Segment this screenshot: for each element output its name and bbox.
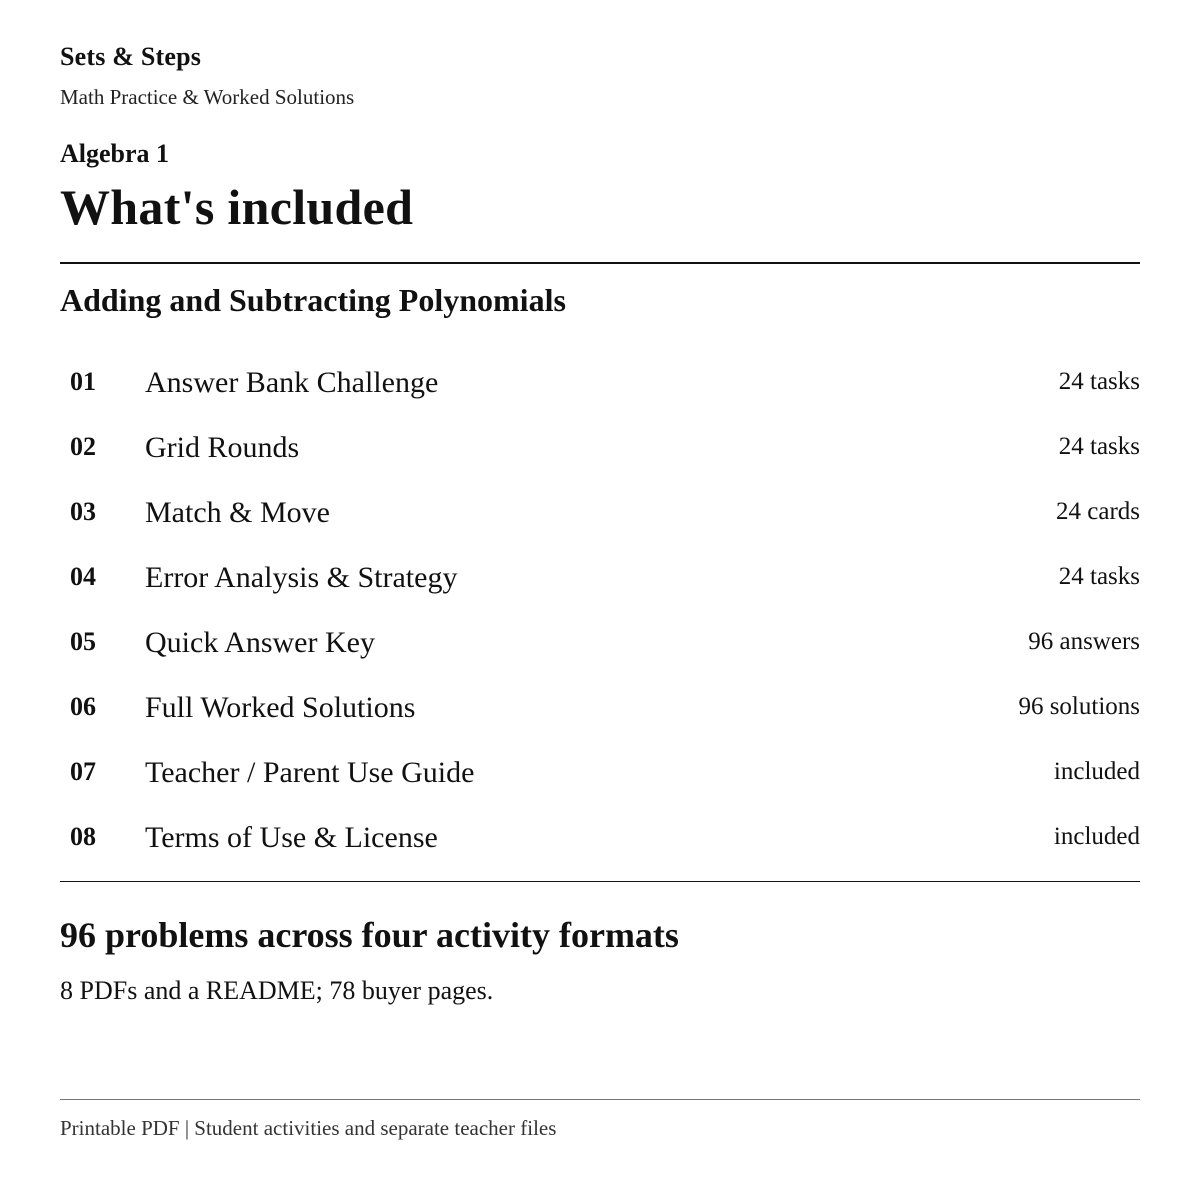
list-item <box>60 807 1140 872</box>
item-number: 01 <box>70 367 96 396</box>
item-count: included <box>1053 823 1140 850</box>
item-name: Grid Rounds <box>145 431 300 464</box>
footer-text: Printable PDF | Student activities and separate teacher files <box>60 1116 557 1140</box>
list-item <box>60 742 1140 807</box>
item-count: 96 solutions <box>1018 693 1140 720</box>
item-count: 24 tasks <box>1058 368 1140 395</box>
item-number: 05 <box>70 627 96 656</box>
item-number: 06 <box>70 692 96 721</box>
item-count: included <box>1053 758 1140 785</box>
item-number: 08 <box>70 822 96 851</box>
course-label: Algebra 1 <box>60 139 170 168</box>
brand-name: Sets & Steps <box>60 42 202 71</box>
contents-list <box>60 352 1140 872</box>
item-name: Terms of Use & License <box>145 821 438 854</box>
section-title: Adding and Subtracting Polynomials <box>60 282 566 318</box>
list-item <box>60 417 1140 482</box>
product-page <box>60 0 1140 1200</box>
item-name: Match & Move <box>145 496 330 529</box>
item-name: Teacher / Parent Use Guide <box>145 756 475 789</box>
brand-tagline: Math Practice & Worked Solutions <box>60 85 355 109</box>
item-count: 24 cards <box>1056 498 1140 525</box>
item-name: Answer Bank Challenge <box>145 366 439 399</box>
item-number: 03 <box>70 497 96 526</box>
list-item <box>60 352 1140 417</box>
item-number: 02 <box>70 432 96 461</box>
summary-title: 96 problems across four activity formats <box>60 915 679 955</box>
item-number: 07 <box>70 757 96 786</box>
item-count: 24 tasks <box>1058 433 1140 460</box>
list-item <box>60 547 1140 612</box>
item-name: Quick Answer Key <box>145 626 375 659</box>
summary-text: 8 PDFs and a README; 78 buyer pages. <box>60 976 494 1005</box>
list-item <box>60 612 1140 677</box>
item-count: 96 answers <box>1028 628 1140 655</box>
page-title: What's included <box>60 179 414 235</box>
list-item <box>60 677 1140 742</box>
header-divider <box>60 262 1140 264</box>
item-name: Full Worked Solutions <box>145 691 416 724</box>
item-name: Error Analysis & Strategy <box>145 561 458 594</box>
list-divider <box>60 881 1140 882</box>
list-item <box>60 482 1140 547</box>
item-number: 04 <box>70 562 96 591</box>
footer-divider <box>60 1099 1140 1100</box>
item-count: 24 tasks <box>1058 563 1140 590</box>
